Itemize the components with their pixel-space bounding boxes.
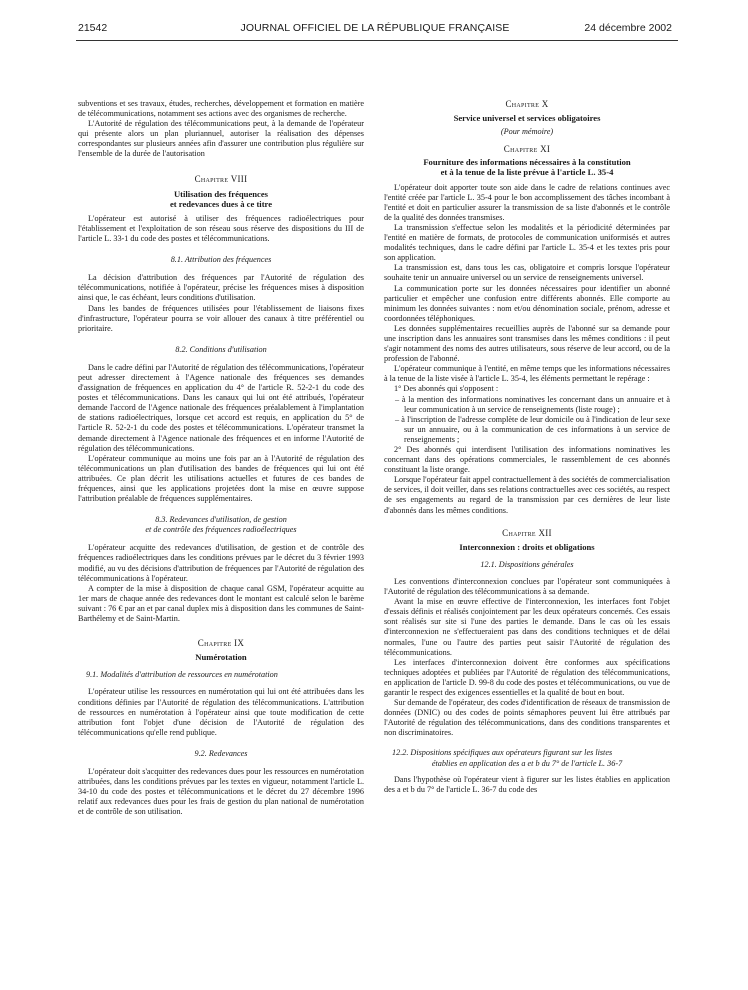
chapter-title: et redevances dues à ce titre: [169, 198, 273, 209]
paragraph: La transmission est, dans tous les cas, obligatoire et compris lorsque l'opérateur souhaite tenir un annuaire universel ou un service de renseignements universel.: [384, 263, 670, 283]
chapter-title: Fourniture des informations nécessaires à la constitution: [423, 157, 631, 168]
paragraph: Les conventions d'interconnexion conclues par l'opérateur sont communiquées à l'Autorité de régulation des télécommunications à sa demande.: [384, 576, 670, 597]
page-number: 21542: [78, 22, 108, 34]
list-item: 2° Des abonnés qui interdisent l'utilisation des informations nominatives les concernant dans des opérations commerciales, le rassemblement de ces abonnés constituant la liste orange.: [384, 445, 670, 475]
chapter-title: et à la tenue de la liste prévue à l'article L. 35-4: [440, 167, 614, 178]
list-item: – à la mention des informations nominatives les concernant dans un annuaire et à leur communication à un service de renseignements (liste rouge) ;: [395, 394, 670, 414]
paragraph: subventions et ses travaux, études, recherches, développement et formation en matière de télécommunications, notamment ses actions avec des organismes de recherche.: [78, 99, 364, 119]
chapter-title: Numérotation: [195, 652, 247, 663]
left-column: [78, 99, 364, 817]
chapter-heading: Chapitre IX: [197, 638, 245, 649]
paragraph: Lorsque l'opérateur fait appel contractuellement à des sociétés de commercialisation de services, il doit veiller, dans ses relations contractuelles avec ces sociétés, au respect de ses engagements au regard de la transmission par ces dernières de leur liste d'abonnés dans les mêmes conditions.: [384, 475, 670, 515]
paragraph: La transmission s'effectue selon les modalités et la périodicité déterminées par l'entité en matière de formats, de protocoles de communication uniformisés et autres modalités techniques, dans le cadre défini par l'article L. 35-4 et les textes pris pour son application.: [384, 222, 670, 263]
paragraph: La décision d'attribution des fréquences par l'Autorité de régulation des télécommunications, notifiée à l'opérateur, précise les fréquences mises à disposition ainsi que, le cas échéant, leurs conditions d'utilisation.: [78, 273, 364, 303]
issue-date: 24 décembre 2002: [584, 22, 672, 34]
chapter-heading: Chapitre VIII: [194, 173, 248, 184]
section-heading: 9.1. Modalités d'attribution de ressources en numérotation: [86, 670, 278, 680]
paragraph: L'opérateur communique à l'entité, en même temps que les informations nécessaires à la tenue de la liste visée à l'article L. 35-4, les éléments permettant le repérage :: [384, 364, 670, 384]
right-column: [384, 99, 670, 795]
paragraph: Dans l'hypothèse où l'opérateur vient à figurer sur les listes établies en application des a et b du 7° de l'article L. 36-7 du code des: [384, 774, 670, 794]
paragraph: L'opérateur utilise les ressources en numérotation qui lui ont été attribuées dans les conditions définies par l'Autorité de régulation des télécommunications. L'attribution de ressources en numérotation à l'opérateur ainsi que toute modification de cette attribution font l'objet d'une décision de l'Autorité de régulation des télécommunications qu'elle rend publique.: [78, 687, 364, 737]
section-heading: 12.1. Dispositions générales: [480, 559, 574, 569]
list-item: – à l'inscription de l'adresse complète de leur domicile ou à l'indication de leur sexe sur un annuaire, ou à la communication de ces informations à un service de renseignements ;: [395, 414, 670, 444]
paragraph: L'Autorité de régulation des télécommunications peut, à la demande de l'opérateur qui présente alors un plan pluriannuel, autoriser la réalisation des dépenses correspondantes sur plusieurs années afin d'assurer une contribution plus régulière sur l'ensemble de la durée de l'autorisation: [78, 119, 364, 159]
paragraph: Avant la mise en œuvre effective de l'interconnexion, les interfaces font l'objet d'essais définis et réalisés conjointement par les deux opérateurs concernés. Ces essais sont réalisés sur site si l'une des parties le demande. Dans le cas où les essais d'interconnexion ne s'effectueraient pas dans des conditions techniques et de délai normales, l'une ou l'autre des parties peut saisir l'Autorité de régulation des télécommunications.: [384, 597, 670, 657]
journal-title: JOURNAL OFFICIEL DE LA RÉPUBLIQUE FRANÇAISE: [240, 22, 510, 34]
header-rule: [76, 40, 678, 41]
list-item: 1° Des abonnés qui s'opposent :: [394, 384, 499, 394]
paragraph: L'opérateur communique au moins une fois par an à l'Autorité de régulation des télécommunications un plan d'utilisation des bandes de fréquences qui lui ont été attribuées. Ce plan décrit les utilisations actuelles et futures de ces bandes de fréquences, ainsi que les applications projetées dont la mise en œuvre suppose l'attribution préalable de fréquences supplémentaires.: [78, 453, 364, 504]
section-heading: 8.3. Redevances d'utilisation, de gestion: [155, 515, 287, 525]
chapter-title: Utilisation des fréquences: [173, 188, 269, 199]
chapter-heading: Chapitre XI: [503, 144, 551, 155]
section-heading: établies en application des a et b du 7° de l'article L. 36-7: [431, 758, 623, 768]
paragraph: L'opérateur acquitte des redevances d'utilisation, de gestion et de contrôle des fréquences radioélectriques dans les conditions prévues par le décret du 3 février 1993 modifié, au vu des décisions d'attribution de fréquences par l'Autorité de régulation des télécommunications à l'opérateur.: [78, 543, 364, 583]
section-heading: 8.2. Conditions d'utilisation: [175, 344, 267, 354]
section-heading: 9.2. Redevances: [194, 748, 248, 758]
chapter-title: Service universel et services obligatoires: [453, 113, 601, 124]
chapter-note: (Pour mémoire): [500, 127, 554, 137]
section-heading: 8.1. Attribution des fréquences: [170, 255, 272, 265]
chapter-title: Interconnexion : droits et obligations: [459, 541, 595, 552]
section-heading: 12.2. Dispositions spécifiques aux opérateurs figurant sur les listes: [392, 748, 613, 758]
chapter-heading: Chapitre X: [505, 99, 549, 109]
page-header: [78, 22, 672, 38]
paragraph: Sur demande de l'opérateur, des codes d'identification de réseaux de transmission de données (DNIC) ou des codes de points sémaphores peuvent lui être attribués par l'Autorité de régulation des télécommunications, dans des conditions transparentes et non discriminatoires.: [384, 698, 670, 738]
paragraph: Les données supplémentaires recueillies auprès de l'abonné sur sa demande pour une inscription dans les annuaires sont transmises dans les mêmes conditions : il peut s'agir notamment des noms des autres utilisateurs, sous réserve de leur accord, ou de la profession de l'abonné.: [384, 323, 670, 364]
paragraph: L'opérateur est autorisé à utiliser des fréquences radioélectriques pour l'établissement et l'exploitation de son réseau sous réserve des dispositions du III de l'article L. 33-1 du code des postes et télécommunications.: [78, 213, 364, 244]
paragraph: La communication porte sur les données nécessaires pour identifier un abonné particulier et empêcher une confusion entre différents abonnés. Elle comporte au minimum les données suivantes : nom et/ou dénomination sociale, prénom, adresse et coordonnées téléphoniques.: [384, 283, 670, 323]
paragraph: Les interfaces d'interconnexion doivent être conformes aux spécifications techniques adoptées et publiées par l'Autorité de régulation des télécommunications, en application de l'article D. 99-8 du code des postes et télécommunications, ou vue de garantir le respect des exigences essentielles et la qualité de bout en bout.: [384, 657, 670, 697]
paragraph: Dans le cadre défini par l'Autorité de régulation des télécommunications, l'opérateur peut adresser directement à l'Agence nationale des fréquences ses demandes d'assignation de fréquences en application du 4° de l'article R. 52-2-1 du code des postes et télécommunications. Dans les canaux qui lui ont été attribués, l'opérateur demande l'accord de l'Agence nationale des fréquences préalablement à l'implantation de stations radioélectriques, lorsque cet accord est requis, en application du 5° de l'article R. 52-2-1 du code des postes et télécommunications. L'opérateur transmet la demande directement à l'Agence nationale des fréquences et en informe l'Autorité de régulation des télécommunications.: [78, 362, 364, 453]
paragraph: A compter de la mise à disposition de chaque canal GSM, l'opérateur acquitte au 1er mars de chaque année des redevances dont le montant est calculé selon le barème suivant : 76 € par an et par canal duplex mis à disposition dans les communes de Saint-Barthélemy et de Saint-Martin.: [78, 583, 364, 624]
paragraph: L'opérateur doit apporter toute son aide dans le cadre de relations continues avec l'entité créée par l'article L. 35-4 pour le bon accomplissement des tâches incombant à l'entité et doit en particulier assurer la transmission de sa liste d'abonnés et le contrôle de la qualité des données transmises.: [384, 182, 670, 222]
paragraph: Dans les bandes de fréquences utilisées pour l'établissement de liaisons fixes d'infrastructure, l'opérateur pourra se voir allouer des canaux à titre préférentiel ou prioritaire.: [78, 303, 364, 333]
paragraph: L'opérateur doit s'acquitter des redevances dues pour les ressources en numérotation attribuées, dans les conditions prévues par les textes en vigueur, notamment l'article L. 34-10 du code des postes et télécommunications et le décret du 27 décembre 1996 relatif aux redevances dues pour les frais de gestion du plan national de numérotation et de contrôle de son utilisation.: [78, 766, 364, 817]
chapter-heading: Chapitre XII: [502, 527, 552, 538]
section-heading: et de contrôle des fréquences radioélectriques: [145, 525, 297, 535]
